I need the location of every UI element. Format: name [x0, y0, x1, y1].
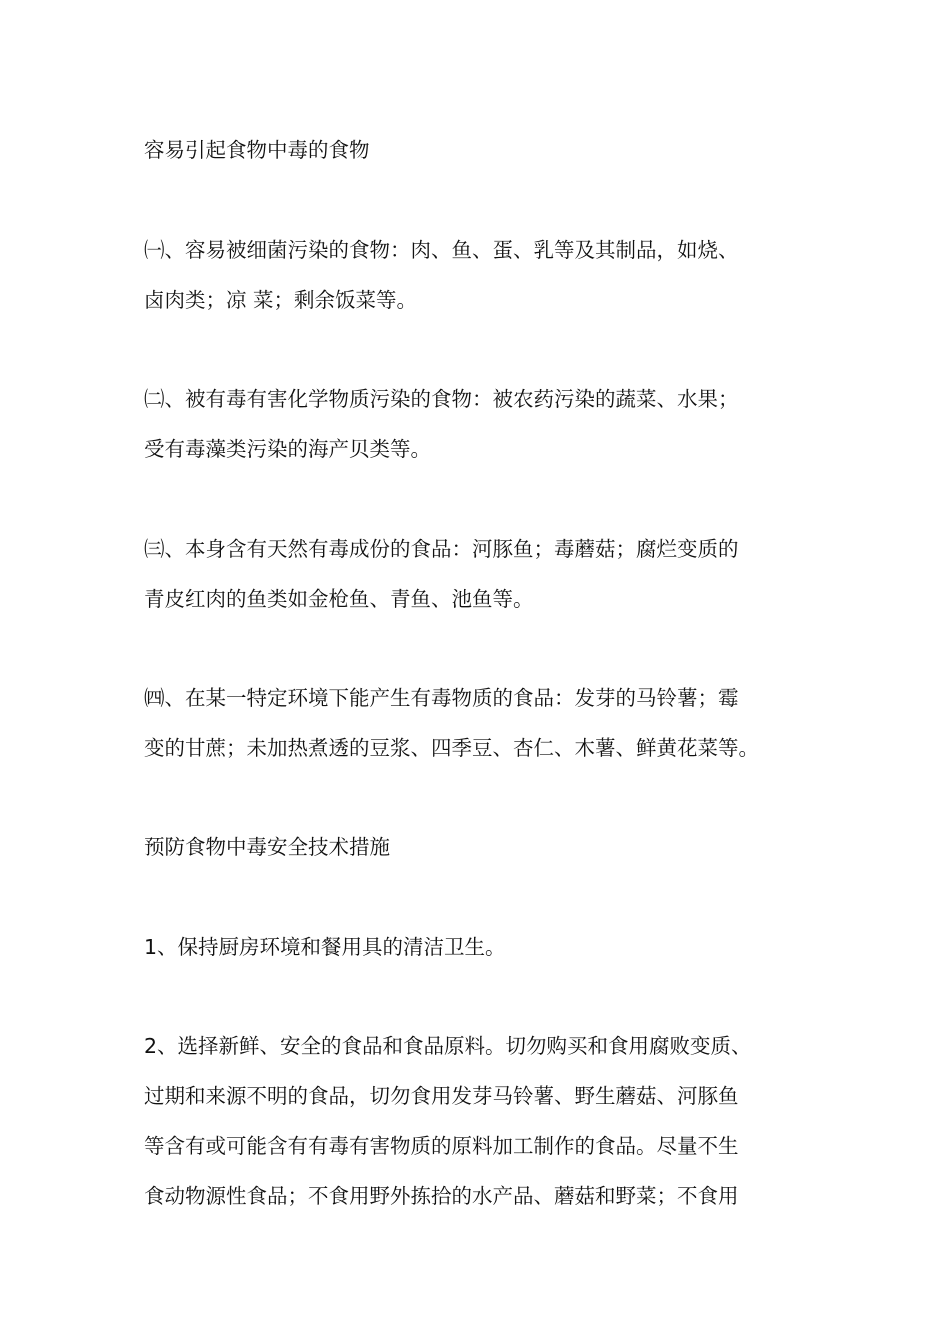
paragraph-item-4: ㈣、在某一特定环境下能产生有毒物质的食品：发芽的马铃薯；霉 变的甘蔗；未加热煮透的豆浆、四季豆、杏仁、木薯、鲜黄花菜等。: [144, 686, 759, 760]
section-heading-prevention-measures: 预防食物中毒安全技术措施: [144, 835, 390, 859]
paragraph-item-1: ㈠、容易被细菌污染的食物：肉、鱼、蛋、乳等及其制品，如烧、 卤肉类；凉 菜；剩余饭菜等。: [144, 238, 739, 312]
measure-item-2: 2、选择新鲜、安全的食品和食品原料。切勿购买和食用腐败变质、 过期和来源不明的食品，切勿食用发芽马铃薯、野生蘑菇、河豚鱼 等含有或可能含有有毒有害物质的原料加工制作的食品。尽量不生 食动物源性食品；不食用野外拣拾的水产品、蘑菇和野菜；不食用: [144, 1034, 752, 1208]
paragraph-item-2: ㈡、被有毒有害化学物质污染的食物：被农药污染的蔬菜、水果； 受有毒藻类污染的海产贝类等。: [144, 387, 739, 461]
section-heading-food-poisoning-foods: 容易引起食物中毒的食物: [144, 138, 370, 162]
paragraph-item-3: ㈢、本身含有天然有毒成份的食品：河豚鱼；毒蘑菇；腐烂变质的 青皮红肉的鱼类如金枪鱼、青鱼、池鱼等。: [144, 537, 739, 611]
measure-item-1: 1、保持厨房环境和餐用具的清洁卫生。: [144, 935, 506, 959]
